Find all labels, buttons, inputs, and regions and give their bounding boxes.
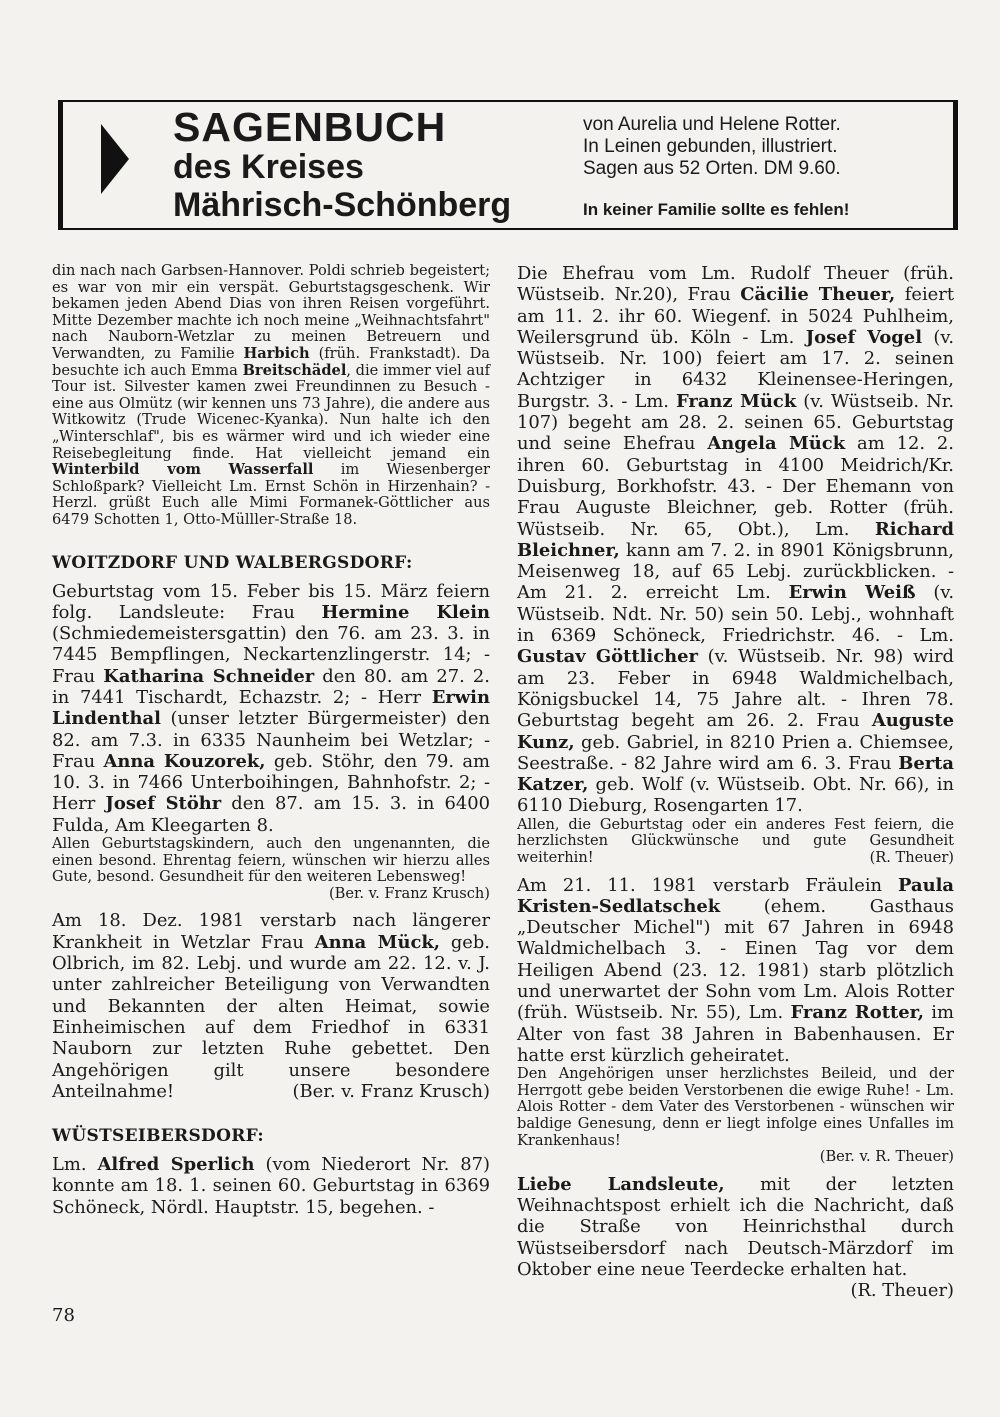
- arrow-icon: [101, 124, 129, 194]
- paragraph: Liebe Landsleute, mit der letzten Weihnachtspost erhielt ich die Nachricht, daß die Straße von Heinrichsthal durch Wüstseibersdorf nach Deutsch-Märzdorf im Oktober eine neue Teerdecke erhalten hat. (R. Theuer): [517, 1173, 954, 1302]
- ad-info-line: In Leinen gebunden, illustriert.: [583, 136, 838, 157]
- signature: (R. Theuer): [869, 848, 954, 866]
- paragraph: Allen Geburtstagskindern, auch den ungenannten, die einen besond. Ehrentag feiern, wünschen wir hierzu alles Gute, besond. Gesundheit für den weiteren Lebensweg! (Ber. v. Franz Krusch): [52, 835, 490, 902]
- right-column: [517, 263, 954, 1302]
- paragraph: din nach nach Garbsen-Hannover. Poldi schrieb begeistert; es war von mir ein verspät. Geburtstagsgeschenk. Wir bekamen jeden Abend Dias von ihren Reisen vorgeführt. Mitte Dezember machte ich noch meine „Weihnachtsfahrt" nach Nauborn-Wetzlar zu meinen Betreuern und Verwandten, zu Familie Harbich (früh. Frankstadt). Da besuchte ich auch Emma Breitschädel, die immer viel auf Tour ist. Silvester kamen zwei Freundinnen zu Besuch - eine aus Olmütz (wir kennen uns 73 Jahre), die andere aus Witkowitz (Trude Wicenec-Kyanka). Nun halte ich den „Winterschlaf", bis es wärmer wird und ich wieder eine Reisebegleitung finde. Hat vielleicht jemand ein Winterbild vom Wasserfall im Wiesenberger Schloßpark? Vielleicht Lm. Ernst Schön in Hirzenhain? - Herzl. grüßt Euch alle Mimi Formanek-Göttlicher aus 6479 Schotten 1, Otto-Mülller-Straße 18.: [52, 262, 491, 528]
- ad-subtitle-region: Mährisch-Schönberg: [173, 186, 512, 224]
- ad-title: SAGENBUCH: [173, 104, 447, 150]
- sagenbuch-advertisement: [58, 100, 958, 230]
- signature: (Ber. v. Franz Krusch): [292, 1080, 490, 1102]
- left-column: [52, 263, 490, 1218]
- ad-info-line: Sagen aus 52 Orten. DM 9.60.: [583, 158, 841, 179]
- signature: (Ber. v. R. Theuer): [819, 1148, 954, 1166]
- ad-info: [583, 114, 841, 180]
- paragraph: Die Ehefrau vom Lm. Rudolf Theuer (früh. Wüstseib. Nr.20), Frau Cäcilie Theuer, feiert am 11. 2. ihr 60. Wiegenf. in 5024 Puhlheim, Weilersgrund üb. Köln - Lm. Josef Vogel (v. Wüstseib. Nr. 100) feiert am 17. 2. seinen Achtziger in 6432 Kleinensee-Heringen, Burgstr. 3. - Lm. Franz Mück (v. Wüstseib. Nr. 107) begeht am 28. 2. seinen 65. Geburtstag und seine Ehefrau Angela Mück am 12. 2. ihren 60. Geburtstag in 4100 Meidrich/Kr. Duisburg, Borkhofstr. 43. - Der Ehemann von Frau Auguste Bleichner, geb. Rotter (früh. Wüstseib. Nr. 65, Obt.), Lm. Richard Bleichner, kann am 7. 2. in 8901 Königsbrunn, Meisenweg 18, auf 65 Lebj. zurückblicken. - Am 21. 2. erreicht Lm. Erwin Weiß (v. Wüstseib. Ndt. Nr. 50) sein 50. Lebj., wohnhaft in 6369 Schöneck, Friedrichstr. 46. - Lm. Gustav Göttlicher (v. Wüstseib. Nr. 98) wird am 23. Feber in 6948 Waldmichelbach, Königsbuckel 14, 75 Jahre alt. - Ihren 78. Geburtstag begeht am 26. 2. Frau Auguste Kunz, geb. Gabriel, in 8210 Prien a. Chiemsee, Seestraße. - 82 Jahre wird am 6. 3. Frau Berta Katzer, geb. Wolf (v. Wüstseib. Obt. Nr. 66), in 6110 Dieburg, Rosengarten 17.: [517, 263, 955, 817]
- ad-slogan: In keiner Familie sollte es fehlen!: [583, 200, 850, 219]
- ad-subtitle: des Kreises: [173, 148, 364, 186]
- paragraph: Allen, die Geburtstag oder ein anderes Fest feiern, die herzlichsten Glückwünsche und gute Gesundheit weiterhin! (R. Theuer): [517, 815, 954, 866]
- section-heading: WOITZDORF UND WALBERGSDORF:: [52, 552, 413, 573]
- signature: (R. Theuer): [850, 1280, 954, 1302]
- paragraph: Am 18. Dez. 1981 verstarb nach längerer Krankheit in Wetzlar Frau Anna Mück, geb. Olbrich, im 82. Lebj. und wurde am 22. 12. v. J. unter zahlreicher Beteiligung von Verwandten und Bekannten der alten Heimat, sowie Einheimischen auf dem Friedhof in 6331 Nauborn zur letzten Ruhe gebettet. Den Angehörigen gilt unsere besondere Anteilnahme! (Ber. v. Franz Krusch): [52, 910, 490, 1102]
- paragraph: Den Angehörigen unser herzlichstes Beileid, und der Herrgott gebe beiden Verstorbenen die ewige Ruhe! - Lm. Alois Rotter - dem Vater des Verstorbenen - wünschen wir baldige Genesung, denn er liegt infolge eines Unfalles im Krankenhaus!: [517, 1065, 954, 1149]
- page-number: 78: [52, 1305, 75, 1326]
- signature: (Ber. v. Franz Krusch): [328, 884, 490, 902]
- paragraph: Am 21. 11. 1981 verstarb Fräulein Paula Kristen-Sedlatschek (ehem. Gasthaus „Deutscher Michel") mit 67 Jahren in 6948 Waldmichelbach 3. - Einen Tag vor dem Heiligen Abend (23. 12. 1981) starb plötzlich und unerwartet der Sohn vom Lm. Alois Rotter (früh. Wüstseib. Nr. 55), Lm. Franz Rotter, im Alter von fast 38 Jahren in Babenhausen. Er hatte erst kürzlich geheiratet.: [517, 874, 954, 1066]
- ad-info-line: von Aurelia und Helene Rotter.: [583, 114, 841, 135]
- paragraph: Lm. Alfred Sperlich (vom Niederort Nr. 87) konnte am 18. 1. seinen 60. Geburtstag in 6369 Schöneck, Nördl. Hauptstr. 15, begehen. -: [52, 1154, 490, 1218]
- paragraph: Geburtstag vom 15. Feber bis 15. März feiern folg. Landsleute: Frau Hermine Klein (Schmiedemeistersgattin) den 76. am 23. 3. in 7445 Bempflingen, Neckartenzlingerstr. 14; - Frau Katharina Schneider den 80. am 27. 2. in 7441 Tischardt, Echazstr. 2; - Herr Erwin Lindenthal (unser letzter Bürgermeister) den 82. am 7.3. in 6335 Naunheim bei Wetzlar; - Frau Anna Kouzorek, geb. Stöhr, den 79. am 10. 3. in 7466 Unterboihingen, Bahnhofstr. 2; - Herr Josef Stöhr den 87. am 15. 3. in 6400 Fulda, Am Kleegarten 8.: [52, 580, 491, 836]
- section-heading: WÜSTSEIBERSDORF:: [52, 1126, 264, 1147]
